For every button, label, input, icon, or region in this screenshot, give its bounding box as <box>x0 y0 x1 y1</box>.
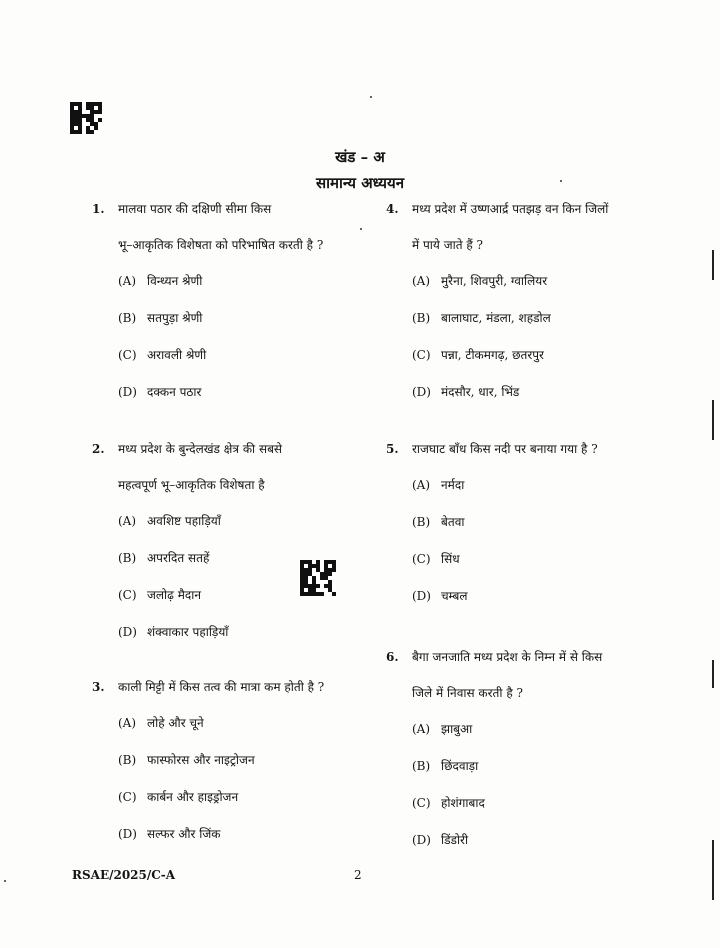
option-label: (D) <box>412 589 431 603</box>
question-4 <box>386 200 646 420</box>
question-text: भू–आकृतिक विशेषता को परिभाषित करती है ? <box>118 238 324 252</box>
option-text: नर्मदा <box>441 478 465 492</box>
option-text: लोहे और चूने <box>147 716 204 730</box>
option-label: (C) <box>412 552 431 566</box>
option-text: बालाघाट, मंडला, शहडोल <box>441 311 551 325</box>
option-label: (D) <box>412 833 431 847</box>
option-row <box>386 831 646 868</box>
option-text: कार्बन और हाइड्रोजन <box>147 790 239 804</box>
option-label: (A) <box>118 274 137 288</box>
option-label: (A) <box>118 716 137 730</box>
question-text: बैगा जनजाति मध्य प्रदेश के निम्न में से किस <box>412 650 603 664</box>
option-text: होशंगाबाद <box>441 796 485 810</box>
qr-code-icon <box>70 102 102 134</box>
question-text: राजघाट बाँध किस नदी पर बनाया गया है ? <box>412 442 598 456</box>
scan-edge-mark <box>712 660 714 688</box>
option-row <box>92 512 372 549</box>
option-label: (D) <box>118 827 137 841</box>
option-label: (C) <box>118 588 137 602</box>
option-label: (C) <box>412 796 431 810</box>
question-text: महत्वपूर्ण भू–आकृतिक विशेषता है <box>118 478 265 492</box>
option-row <box>386 476 646 513</box>
option-row <box>386 272 646 309</box>
option-row <box>386 550 646 587</box>
option-row <box>386 346 646 383</box>
option-text: अपरदित सतहें <box>147 551 210 565</box>
option-row <box>92 623 372 660</box>
option-label: (A) <box>412 478 431 492</box>
option-row <box>386 757 646 794</box>
scan-edge-mark <box>712 400 714 440</box>
question-3 <box>92 678 372 862</box>
option-row <box>92 346 372 383</box>
option-row <box>92 272 372 309</box>
option-text: झाबुआ <box>441 722 473 736</box>
option-text: अरावली श्रेणी <box>147 348 207 362</box>
option-text: दक्कन पठार <box>147 385 202 399</box>
option-text: छिंदवाड़ा <box>441 759 479 773</box>
scan-speck <box>370 96 372 98</box>
question-number: 6. <box>386 650 399 664</box>
option-row <box>92 788 372 825</box>
option-row <box>92 586 372 623</box>
option-row <box>92 825 372 862</box>
question-line <box>92 440 372 476</box>
question-number: 2. <box>92 442 105 456</box>
option-label: (D) <box>118 385 137 399</box>
option-label: (A) <box>118 514 137 528</box>
option-text: मुरैना, शिवपुरी, ग्वालियर <box>441 274 548 288</box>
question-text: काली मिट्टी में किस तत्व की मात्रा कम होती है ? <box>118 680 325 694</box>
scan-speck <box>4 880 6 882</box>
option-label: (B) <box>412 759 431 773</box>
question-text: मध्य प्रदेश में उष्णआर्द्र पतझड़ वन किन जिलों <box>412 202 609 216</box>
option-text: सतपुड़ा श्रेणी <box>147 311 203 325</box>
question-line <box>92 678 372 714</box>
option-label: (B) <box>118 551 137 565</box>
option-text: बेतवा <box>441 515 465 529</box>
question-text: मालवा पठार की दक्षिणी सीमा किस <box>118 202 272 216</box>
option-text: चम्बल <box>441 589 468 603</box>
question-2 <box>92 440 372 660</box>
option-text: डिंडोरी <box>441 833 469 847</box>
option-row <box>386 587 646 624</box>
option-label: (C) <box>118 348 137 362</box>
question-number: 5. <box>386 442 399 456</box>
option-row <box>386 513 646 550</box>
question-1 <box>92 200 372 420</box>
question-line <box>386 440 646 476</box>
question-line <box>386 200 646 236</box>
option-text: फास्फोरस और नाइट्रोजन <box>147 753 255 767</box>
question-line <box>386 648 646 684</box>
scan-speck <box>360 228 362 230</box>
option-label: (A) <box>412 274 431 288</box>
option-text: शंक्वाकार पहाड़ियाँ <box>147 625 229 639</box>
question-text: जिले में निवास करती है ? <box>412 686 523 700</box>
question-line <box>92 200 372 236</box>
question-5 <box>386 440 646 624</box>
question-6 <box>386 648 646 868</box>
option-text: अवशिष्ट पहाड़ियाँ <box>147 514 221 528</box>
option-label: (D) <box>118 625 137 639</box>
scan-speck <box>560 180 562 182</box>
question-text: मध्य प्रदेश के बुन्देलखंड क्षेत्र की सबसे <box>118 442 283 456</box>
option-label: (C) <box>412 348 431 362</box>
scan-edge-mark <box>712 250 714 280</box>
option-row <box>92 714 372 751</box>
option-row <box>386 383 646 420</box>
footer-code: RSAE/2025/C-A <box>72 868 176 882</box>
option-label: (B) <box>412 515 431 529</box>
option-text: सिंध <box>441 552 460 566</box>
question-number: 1. <box>92 202 105 216</box>
question-line <box>386 236 646 272</box>
option-text: सल्फर और जिंक <box>147 827 221 841</box>
option-row <box>92 383 372 420</box>
option-text: मंदसौर, धार, भिंड <box>441 385 520 399</box>
question-line <box>386 684 646 720</box>
section-subtitle: सामान्य अध्ययन <box>315 174 405 192</box>
option-text: पन्ना, टीकमगढ़, छतरपुर <box>441 348 544 362</box>
option-label: (B) <box>412 311 431 325</box>
option-label: (C) <box>118 790 137 804</box>
page-number: 2 <box>354 868 362 882</box>
option-row <box>386 309 646 346</box>
option-text: विन्ध्यन श्रेणी <box>147 274 203 288</box>
option-row <box>92 549 372 586</box>
question-text: में पाये जाते हैं ? <box>412 238 483 252</box>
question-number: 4. <box>386 202 399 216</box>
option-row <box>92 751 372 788</box>
option-row <box>386 794 646 831</box>
scan-edge-mark <box>712 840 714 900</box>
option-label: (A) <box>412 722 431 736</box>
option-label: (B) <box>118 753 137 767</box>
option-row <box>386 720 646 757</box>
question-number: 3. <box>92 680 105 694</box>
question-line <box>92 236 372 272</box>
option-row <box>92 309 372 346</box>
option-label: (B) <box>118 311 137 325</box>
section-title: खंड – अ <box>335 148 385 166</box>
question-line <box>92 476 372 512</box>
option-text: जलोढ़ मैदान <box>147 588 202 602</box>
option-label: (D) <box>412 385 431 399</box>
